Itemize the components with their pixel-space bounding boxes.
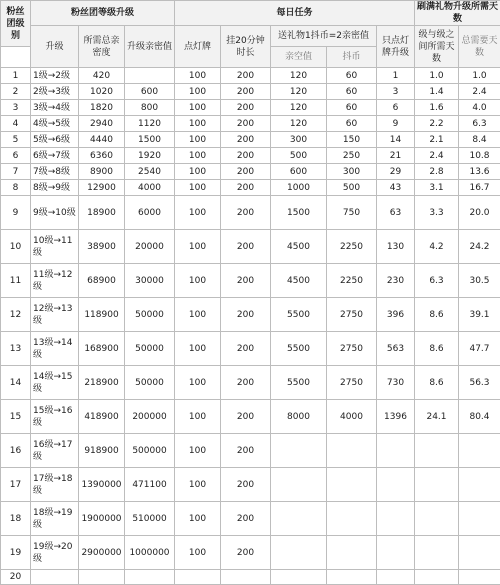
upgrade-cell: 9级→10级	[31, 196, 79, 230]
hang-cell: 200	[221, 164, 271, 180]
intimacy-cell: 500	[271, 148, 327, 164]
light-up-cell: 100	[175, 68, 221, 84]
level-cell: 10	[1, 230, 31, 264]
hang-cell: 200	[221, 68, 271, 84]
table-row	[1, 400, 500, 434]
total-intimacy-cell: 1900000	[79, 502, 125, 536]
total-intimacy-cell: 2900000	[79, 536, 125, 570]
header-level: 粉丝团级别	[1, 1, 31, 47]
hang-cell: 200	[221, 84, 271, 100]
only-light-cell: 1396	[377, 400, 415, 434]
hang-cell: 200	[221, 264, 271, 298]
total-intimacy-cell: 1820	[79, 100, 125, 116]
upgrade-intimacy-cell: 50000	[125, 366, 175, 400]
total-intimacy-cell: 38900	[79, 230, 125, 264]
only-light-cell: 43	[377, 180, 415, 196]
hang-cell: 200	[221, 400, 271, 434]
days-between-cell: 2.1	[415, 132, 459, 148]
table-row	[1, 100, 500, 116]
only-light-cell	[377, 536, 415, 570]
level-cell: 8	[1, 180, 31, 196]
intimacy-cell: 4500	[271, 264, 327, 298]
total-days-cell: 10.8	[459, 148, 500, 164]
level-cell: 12	[1, 298, 31, 332]
intimacy-cell: 120	[271, 100, 327, 116]
total-days-cell: 1.0	[459, 68, 500, 84]
intimacy-cell	[271, 536, 327, 570]
total-days-cell: 8.4	[459, 132, 500, 148]
only-light-cell: 14	[377, 132, 415, 148]
hang-cell: 200	[221, 100, 271, 116]
upgrade-cell: 16级→17级	[31, 434, 79, 468]
only-light-cell: 6	[377, 100, 415, 116]
level-cell: 17	[1, 468, 31, 502]
days-between-cell: 6.3	[415, 264, 459, 298]
header-upgrade: 升级	[31, 26, 79, 68]
intimacy-cell	[271, 468, 327, 502]
intimacy-cell	[271, 570, 327, 585]
total-intimacy-cell: 4440	[79, 132, 125, 148]
intimacy-cell: 1500	[271, 196, 327, 230]
total-intimacy-cell: 8900	[79, 164, 125, 180]
light-up-cell: 100	[175, 100, 221, 116]
coins-cell: 2750	[327, 332, 377, 366]
level-cell: 18	[1, 502, 31, 536]
hang-cell: 200	[221, 132, 271, 148]
days-between-cell: 1.4	[415, 84, 459, 100]
days-between-cell: 8.6	[415, 332, 459, 366]
days-between-cell	[415, 468, 459, 502]
upgrade-intimacy-cell: 4000	[125, 180, 175, 196]
coins-cell: 2750	[327, 366, 377, 400]
table-row	[1, 332, 500, 366]
upgrade-cell: 1级→2级	[31, 68, 79, 84]
only-light-cell: 396	[377, 298, 415, 332]
total-days-cell	[459, 434, 500, 468]
upgrade-cell: 4级→5级	[31, 116, 79, 132]
intimacy-cell: 120	[271, 68, 327, 84]
upgrade-intimacy-cell: 6000	[125, 196, 175, 230]
only-light-cell: 563	[377, 332, 415, 366]
level-cell: 5	[1, 132, 31, 148]
header-total-intimacy: 所需总亲密度	[79, 26, 125, 68]
upgrade-intimacy-cell: 50000	[125, 332, 175, 366]
upgrade-intimacy-cell: 471100	[125, 468, 175, 502]
light-up-cell: 100	[175, 468, 221, 502]
upgrade-intimacy-cell: 30000	[125, 264, 175, 298]
header-intimacy: 亲空值	[271, 47, 327, 68]
header-upgrade-intimacy: 升级亲密值	[125, 26, 175, 68]
header-light-up: 点灯牌	[175, 26, 221, 68]
light-up-cell	[175, 570, 221, 585]
upgrade-cell: 10级→11级	[31, 230, 79, 264]
upgrade-cell: 3级→4级	[31, 100, 79, 116]
light-up-cell: 100	[175, 84, 221, 100]
table-row	[1, 366, 500, 400]
hang-cell: 200	[221, 148, 271, 164]
only-light-cell	[377, 468, 415, 502]
upgrade-intimacy-cell: 1920	[125, 148, 175, 164]
days-between-cell: 8.6	[415, 298, 459, 332]
hang-cell: 200	[221, 536, 271, 570]
hang-cell: 200	[221, 196, 271, 230]
level-cell: 6	[1, 148, 31, 164]
level-cell: 1	[1, 68, 31, 84]
coins-cell: 2250	[327, 264, 377, 298]
only-light-cell	[377, 570, 415, 585]
total-intimacy-cell: 918900	[79, 434, 125, 468]
upgrade-cell: 19级→20级	[31, 536, 79, 570]
only-light-cell: 29	[377, 164, 415, 180]
level-cell: 2	[1, 84, 31, 100]
intimacy-cell: 5500	[271, 298, 327, 332]
upgrade-cell	[31, 570, 79, 585]
intimacy-cell: 4500	[271, 230, 327, 264]
light-up-cell: 100	[175, 164, 221, 180]
upgrade-intimacy-cell: 2540	[125, 164, 175, 180]
coins-cell: 2250	[327, 230, 377, 264]
total-intimacy-cell: 168900	[79, 332, 125, 366]
light-up-cell: 100	[175, 180, 221, 196]
days-between-cell	[415, 502, 459, 536]
table-row	[1, 148, 500, 164]
total-days-cell: 20.0	[459, 196, 500, 230]
total-intimacy-cell: 1020	[79, 84, 125, 100]
table-row	[1, 502, 500, 536]
only-light-cell: 1	[377, 68, 415, 84]
header-days-between: 级与级之间所需天数	[415, 26, 459, 68]
level-cell: 15	[1, 400, 31, 434]
coins-cell: 60	[327, 68, 377, 84]
total-intimacy-cell: 1390000	[79, 468, 125, 502]
total-intimacy-cell: 118900	[79, 298, 125, 332]
upgrade-intimacy-cell: 510000	[125, 502, 175, 536]
hang-cell: 200	[221, 468, 271, 502]
table-row	[1, 132, 500, 148]
table-row	[1, 84, 500, 100]
upgrade-intimacy-cell: 200000	[125, 400, 175, 434]
intimacy-cell: 5500	[271, 332, 327, 366]
total-intimacy-cell: 218900	[79, 366, 125, 400]
upgrade-intimacy-cell	[125, 68, 175, 84]
coins-cell	[327, 536, 377, 570]
coins-cell: 150	[327, 132, 377, 148]
total-days-cell: 6.3	[459, 116, 500, 132]
only-light-cell	[377, 434, 415, 468]
intimacy-cell	[271, 502, 327, 536]
level-cell: 9	[1, 196, 31, 230]
hang-cell: 200	[221, 298, 271, 332]
total-days-cell: 24.2	[459, 230, 500, 264]
only-light-cell: 130	[377, 230, 415, 264]
header-hang-20min: 挂20分钟时长	[221, 26, 271, 68]
table-row	[1, 196, 500, 230]
table-row	[1, 164, 500, 180]
table-row	[1, 536, 500, 570]
level-cell: 19	[1, 536, 31, 570]
only-light-cell: 63	[377, 196, 415, 230]
hang-cell: 200	[221, 366, 271, 400]
level-cell: 11	[1, 264, 31, 298]
level-cell: 3	[1, 100, 31, 116]
level-cell: 4	[1, 116, 31, 132]
light-up-cell: 100	[175, 366, 221, 400]
upgrade-cell: 13级→14级	[31, 332, 79, 366]
table-row	[1, 180, 500, 196]
days-between-cell	[415, 570, 459, 585]
header-total-days: 总需要天数	[459, 26, 500, 68]
coins-cell	[327, 468, 377, 502]
upgrade-intimacy-cell: 1500	[125, 132, 175, 148]
total-days-cell	[459, 468, 500, 502]
header-fan-level-upgrade: 粉丝团等级升级	[31, 1, 175, 26]
total-days-cell: 16.7	[459, 180, 500, 196]
header-gift-rule: 送礼物1抖币=2亲密值	[271, 26, 377, 47]
upgrade-cell: 2级→3级	[31, 84, 79, 100]
level-cell: 7	[1, 164, 31, 180]
total-days-cell	[459, 502, 500, 536]
upgrade-cell: 6级→7级	[31, 148, 79, 164]
coins-cell: 500	[327, 180, 377, 196]
upgrade-cell: 12级→13级	[31, 298, 79, 332]
upgrade-cell: 18级→19级	[31, 502, 79, 536]
total-days-cell: 39.1	[459, 298, 500, 332]
hang-cell	[221, 570, 271, 585]
total-intimacy-cell: 18900	[79, 196, 125, 230]
upgrade-cell: 14级→15级	[31, 366, 79, 400]
upgrade-intimacy-cell	[125, 570, 175, 585]
light-up-cell: 100	[175, 332, 221, 366]
table-row	[1, 116, 500, 132]
header-daily-tasks: 每日任务	[175, 1, 415, 26]
intimacy-cell: 120	[271, 84, 327, 100]
total-days-cell: 30.5	[459, 264, 500, 298]
intimacy-cell: 120	[271, 116, 327, 132]
light-up-cell: 100	[175, 502, 221, 536]
total-days-cell: 47.7	[459, 332, 500, 366]
total-days-cell	[459, 536, 500, 570]
upgrade-cell: 17级→18级	[31, 468, 79, 502]
header-only-light: 只点灯牌升级	[377, 26, 415, 68]
only-light-cell: 9	[377, 116, 415, 132]
light-up-cell: 100	[175, 264, 221, 298]
intimacy-cell: 5500	[271, 366, 327, 400]
hang-cell: 200	[221, 230, 271, 264]
hang-cell: 200	[221, 434, 271, 468]
light-up-cell: 100	[175, 196, 221, 230]
table-row	[1, 434, 500, 468]
intimacy-cell: 600	[271, 164, 327, 180]
hang-cell: 200	[221, 332, 271, 366]
days-between-cell: 8.6	[415, 366, 459, 400]
coins-cell: 4000	[327, 400, 377, 434]
coins-cell: 2750	[327, 298, 377, 332]
upgrade-cell: 5级→6级	[31, 132, 79, 148]
table-row	[1, 570, 500, 585]
upgrade-intimacy-cell: 500000	[125, 434, 175, 468]
days-between-cell: 2.4	[415, 148, 459, 164]
hang-cell: 200	[221, 116, 271, 132]
light-up-cell: 100	[175, 116, 221, 132]
days-between-cell: 1.6	[415, 100, 459, 116]
upgrade-cell: 8级→9级	[31, 180, 79, 196]
only-light-cell	[377, 502, 415, 536]
light-up-cell: 100	[175, 298, 221, 332]
hang-cell: 200	[221, 180, 271, 196]
level-cell: 14	[1, 366, 31, 400]
total-intimacy-cell	[79, 570, 125, 585]
upgrade-intimacy-cell: 50000	[125, 298, 175, 332]
total-intimacy-cell: 2940	[79, 116, 125, 132]
total-intimacy-cell: 418900	[79, 400, 125, 434]
table-row	[1, 264, 500, 298]
upgrade-cell: 11级→12级	[31, 264, 79, 298]
only-light-cell: 21	[377, 148, 415, 164]
level-cell: 20	[1, 570, 31, 585]
header-level-spacer	[1, 47, 31, 68]
coins-cell: 750	[327, 196, 377, 230]
only-light-cell: 230	[377, 264, 415, 298]
coins-cell: 60	[327, 100, 377, 116]
coins-cell	[327, 570, 377, 585]
table-row	[1, 230, 500, 264]
intimacy-cell: 1000	[271, 180, 327, 196]
days-between-cell: 1.0	[415, 68, 459, 84]
days-between-cell: 2.2	[415, 116, 459, 132]
total-days-cell	[459, 570, 500, 585]
table-body	[1, 68, 500, 585]
level-cell: 13	[1, 332, 31, 366]
light-up-cell: 100	[175, 536, 221, 570]
intimacy-cell: 8000	[271, 400, 327, 434]
intimacy-cell	[271, 434, 327, 468]
total-intimacy-cell: 12900	[79, 180, 125, 196]
upgrade-intimacy-cell: 1120	[125, 116, 175, 132]
coins-cell: 250	[327, 148, 377, 164]
total-days-cell: 56.3	[459, 366, 500, 400]
upgrade-intimacy-cell: 20000	[125, 230, 175, 264]
table-row	[1, 68, 500, 84]
upgrade-intimacy-cell: 800	[125, 100, 175, 116]
days-between-cell: 3.3	[415, 196, 459, 230]
upgrade-intimacy-cell: 600	[125, 84, 175, 100]
coins-cell: 300	[327, 164, 377, 180]
light-up-cell: 100	[175, 132, 221, 148]
days-between-cell	[415, 434, 459, 468]
days-between-cell: 2.8	[415, 164, 459, 180]
light-up-cell: 100	[175, 148, 221, 164]
days-between-cell: 4.2	[415, 230, 459, 264]
only-light-cell: 730	[377, 366, 415, 400]
header-gift-days: 刷满礼物升级所需天数	[415, 1, 500, 26]
coins-cell: 60	[327, 84, 377, 100]
coins-cell	[327, 502, 377, 536]
intimacy-cell: 300	[271, 132, 327, 148]
total-days-cell: 2.4	[459, 84, 500, 100]
only-light-cell: 3	[377, 84, 415, 100]
header-coins: 抖币	[327, 47, 377, 68]
total-intimacy-cell: 6360	[79, 148, 125, 164]
light-up-cell: 100	[175, 400, 221, 434]
total-days-cell: 80.4	[459, 400, 500, 434]
coins-cell: 60	[327, 116, 377, 132]
days-between-cell: 24.1	[415, 400, 459, 434]
table-row	[1, 468, 500, 502]
upgrade-cell: 15级→16级	[31, 400, 79, 434]
total-days-cell: 13.6	[459, 164, 500, 180]
table-row	[1, 298, 500, 332]
hang-cell: 200	[221, 502, 271, 536]
total-intimacy-cell: 420	[79, 68, 125, 84]
coins-cell	[327, 434, 377, 468]
light-up-cell: 100	[175, 230, 221, 264]
upgrade-cell: 7级→8级	[31, 164, 79, 180]
upgrade-intimacy-cell: 1000000	[125, 536, 175, 570]
level-cell: 16	[1, 434, 31, 468]
light-up-cell: 100	[175, 434, 221, 468]
total-intimacy-cell: 68900	[79, 264, 125, 298]
days-between-cell	[415, 536, 459, 570]
total-days-cell: 4.0	[459, 100, 500, 116]
days-between-cell: 3.1	[415, 180, 459, 196]
